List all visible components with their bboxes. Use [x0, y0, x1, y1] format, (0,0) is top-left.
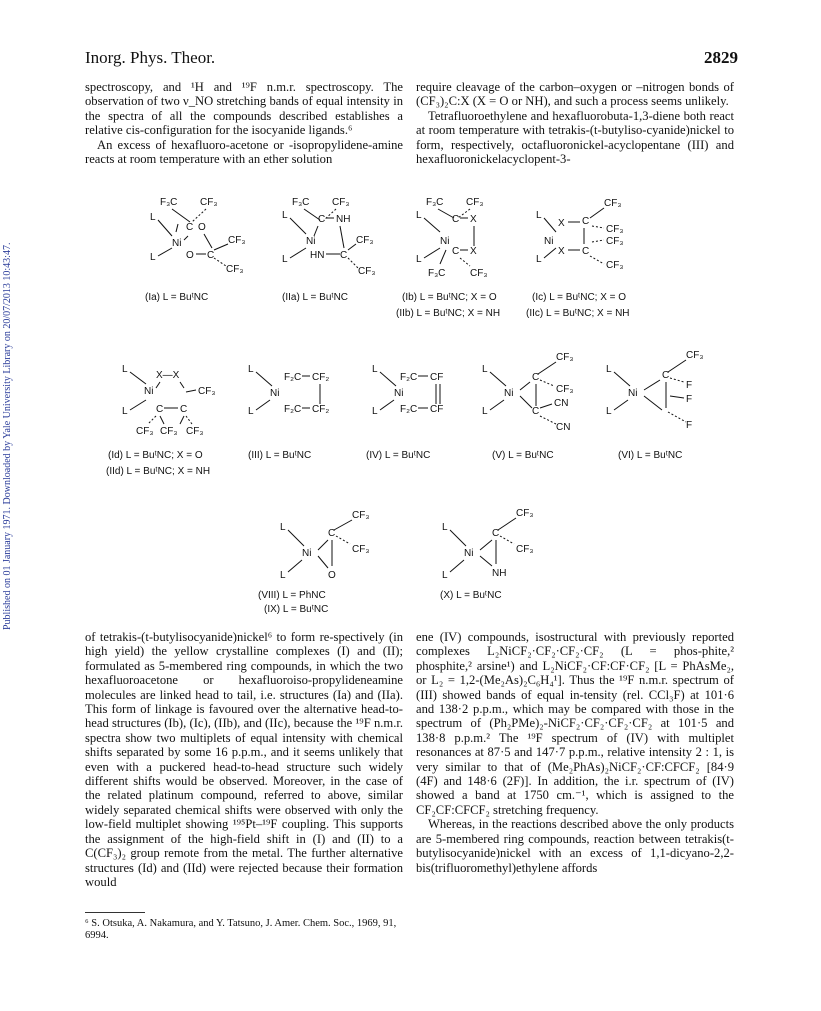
- atom-label: NH: [492, 568, 507, 579]
- atom-label: L: [248, 364, 254, 375]
- atom-label: C: [452, 246, 460, 257]
- structure-label: (IId) L = BuᵗNC; X = NH: [106, 466, 211, 477]
- paragraph: An excess of hexafluoro-acetone or -isopropylidene-amine reacts at room temperature with an ether solution: [85, 137, 403, 167]
- left-column-bottom: [85, 630, 403, 889]
- atom-label: L: [442, 570, 448, 581]
- running-title: Inorg. Phys. Theor.: [85, 48, 216, 67]
- structure-label: (Ic) L = BuᵗNC; X = O: [532, 292, 627, 303]
- atom-label: CF₃: [332, 197, 350, 208]
- atom-label: F₃C: [426, 197, 444, 208]
- atom-label: L: [280, 570, 286, 581]
- atom-label: C: [582, 216, 590, 227]
- atom-label: CF₃: [556, 384, 574, 395]
- paragraph: spectroscopy, and ¹H and ¹⁹F n.m.r. spectroscopy. The observation of two ν_NO stretching bands of equal intensity in the spectra of all the compounds described establishes a relative cis-configuration for the isocyanide ligands.⁶: [85, 80, 403, 138]
- structure-label: (IV) L = BuᵗNC: [366, 450, 431, 461]
- atom-label: CF₃: [606, 260, 624, 271]
- atom-label: HN: [310, 250, 325, 261]
- atom-label: CF₃: [352, 544, 370, 555]
- structure-label: (Ia) L = BuᵗNC: [145, 292, 209, 303]
- atom-label: F: [686, 394, 693, 405]
- atom-label: CF₃: [198, 386, 216, 397]
- atom-label: CF₃: [228, 235, 246, 246]
- atom-label: CF₃: [686, 350, 704, 361]
- atom-label: CF₃: [226, 264, 244, 275]
- atom-label: Ni: [394, 388, 404, 399]
- atom-label: CF₂: [312, 372, 330, 383]
- structure-label: (Ib) L = BuᵗNC; X = O: [402, 292, 497, 303]
- atom-label: L: [536, 210, 542, 221]
- atom-label: O: [198, 222, 206, 233]
- atom-label: F₃C: [428, 268, 446, 279]
- structure-label: (IIa) L = BuᵗNC: [282, 292, 349, 303]
- atom-label: CF₃: [470, 268, 488, 279]
- atom-label: L: [416, 210, 422, 221]
- atom-label: CF₃: [466, 197, 484, 208]
- atom-label: L: [372, 364, 378, 375]
- paragraph: Whereas, in the reactions described above the only products are 5-membered ring compounds, reaction between tetrakis(t-butylisocyanide)nickel with an excess of 1,1-dicyano-2,2-bis(trifluoromethyl)ethylene affords: [416, 817, 734, 875]
- atom-label: CN: [554, 398, 569, 409]
- structure-label: (VI) L = BuᵗNC: [618, 450, 683, 461]
- paragraph: Tetrafluoroethylene and hexafluorobuta-1,3-diene both react at room temperature with tetrakis-(t-butyliso-cyanide)nickel to form, respectively, octafluoronickel-acyclopentane (III) and hexafluoronickelacyclopent-3-: [416, 108, 734, 167]
- atom-label: C: [452, 214, 460, 225]
- atom-label: CN: [556, 422, 571, 433]
- structure-label: (X) L = BuᵗNC: [440, 590, 502, 601]
- atom-label: CF₃: [604, 198, 622, 209]
- structure-label: (III) L = BuᵗNC: [248, 450, 312, 461]
- paragraph: ene (IV) compounds, isostructural with previously reported complexes L₂NiCF₂·CF₂·CF₂·CF₂ (L = phos-phite,² phosphite,² arsine¹) and L₂NiCF₂·CF:CF·CF₂ [L = PhAsMe₂, or L₂ = 1,2-(Me₂As)₂C₆H₄¹]. Thus the ¹⁹F n.m.r. spectrum of (III) showed bands of equal in-tensity (rel. CCl₃F) at 101·6 and 138·2 p.p.m., which may be compared with those in the spectrum of (Ph₂PMe)₂-NiCF₂·CF₂·CF₂·CF₂ at 101·5 and 138·8 p.p.m.² The ¹⁹F spectrum of (IV) with multiplet resonances at 87·5 and 147·7 p.p.m., relative intensity 2 : 1, is very similar to that of (Me₂PhAs)₂NiCF₂·CF:CFCF₂ [84·9 (4F) and 148·6 (2F)]. In addition, the i.r. spectrum of (IV) showed a band at 1750 cm.⁻¹, which is assigned to the CF₂CF:CFCF₂ stretching frequency.: [416, 630, 734, 817]
- atom-label: L: [248, 406, 254, 417]
- atom-label: Ni: [172, 238, 182, 249]
- atom-label: CF₃: [136, 426, 154, 437]
- atom-label: C: [328, 528, 336, 539]
- atom-label: C: [340, 250, 348, 261]
- atom-label: F₃C: [292, 197, 310, 208]
- atom-label: CF₃: [606, 236, 624, 247]
- atom-label: X: [558, 246, 565, 257]
- page-number: 2829: [704, 48, 738, 67]
- atom-label: X: [558, 218, 565, 229]
- structure-VIII: [258, 510, 369, 615]
- atom-label: L: [482, 406, 488, 417]
- atom-label: CF₃: [606, 224, 624, 235]
- atom-label: NH: [336, 214, 351, 225]
- atom-label: Ni: [504, 388, 514, 399]
- atom-label: C: [180, 404, 188, 415]
- structure-label: (VIII) L = PhNC: [258, 590, 326, 601]
- atom-label: X: [470, 246, 477, 257]
- atom-label: L: [442, 522, 448, 533]
- atom-label: L: [606, 406, 612, 417]
- atom-label: C: [582, 246, 590, 257]
- structure-X: [440, 508, 533, 601]
- atom-label: F₂C: [400, 404, 418, 415]
- atom-label: L: [536, 254, 542, 265]
- atom-label: CF₂: [312, 404, 330, 415]
- atom-label: Ni: [544, 236, 554, 247]
- atom-label: CF₃: [516, 508, 534, 519]
- structure-Ib: [396, 197, 500, 319]
- atom-label: L: [282, 210, 288, 221]
- atom-label: L: [150, 252, 156, 263]
- atom-label: C: [662, 370, 670, 381]
- atom-label: CF₃: [200, 197, 218, 208]
- atom-label: F: [686, 420, 693, 431]
- atom-label: C: [186, 222, 194, 233]
- structure-label: (IIc) L = BuᵗNC; X = NH: [526, 308, 630, 319]
- atom-label: X: [470, 214, 477, 225]
- structure-Id: [106, 364, 215, 477]
- atom-label: X—X: [156, 370, 180, 381]
- atom-label: CF₃: [516, 544, 534, 555]
- atom-label: L: [416, 254, 422, 265]
- atom-label: L: [372, 406, 378, 417]
- paragraph: require cleavage of the carbon–oxygen or –nitrogen bonds of (CF₃)₂C:X (X = O or NH), and such a process seems unlikely.: [416, 80, 734, 109]
- atom-label: F₂C: [284, 404, 302, 415]
- structure-VI: [606, 350, 703, 461]
- atom-label: C: [532, 372, 540, 383]
- structure-IIa: [282, 197, 375, 303]
- atom-label: L: [150, 212, 156, 223]
- atom-label: L: [280, 522, 286, 533]
- structure-Ia: [145, 197, 245, 303]
- atom-label: Ni: [144, 386, 154, 397]
- atom-label: Ni: [464, 548, 474, 559]
- atom-label: C: [532, 406, 540, 417]
- structure-label: (IIb) L = BuᵗNC; X = NH: [396, 308, 501, 319]
- atom-label: F: [686, 380, 693, 391]
- download-notice: Published on 01 January 1971. Downloaded by Yale University Library on 20/07/2013 10:43:47.: [2, 242, 13, 630]
- atom-label: Ni: [302, 548, 312, 559]
- structure-label: (V) L = BuᵗNC: [492, 450, 554, 461]
- atom-label: CF: [430, 404, 444, 415]
- atom-label: F₃C: [160, 197, 178, 208]
- atom-label: Ni: [306, 236, 316, 247]
- atom-label: F₂C: [400, 372, 418, 383]
- atom-label: CF₃: [356, 235, 374, 246]
- atom-label: Ni: [440, 236, 450, 247]
- atom-label: C: [156, 404, 164, 415]
- atom-label: CF: [430, 372, 444, 383]
- atom-label: Ni: [270, 388, 280, 399]
- atom-label: C: [207, 250, 215, 261]
- structure-IV: [366, 364, 443, 461]
- atom-label: O: [186, 250, 194, 261]
- footnote: ⁶ S. Otsuka, A. Nakamura, and Y. Tatsuno, J. Amer. Chem. Soc., 1969, 91, 6994.: [85, 918, 397, 941]
- structure-label: (Id) L = BuᵗNC; X = O: [108, 450, 203, 461]
- atom-label: C: [318, 214, 326, 225]
- atom-label: CF₃: [556, 352, 574, 363]
- right-column-bottom: [416, 630, 734, 875]
- structure-label: (IX) L = BuᵗNC: [264, 604, 329, 615]
- atom-label: L: [282, 254, 288, 265]
- atom-label: O: [328, 570, 336, 581]
- atom-label: Ni: [628, 388, 638, 399]
- structure-Ic: [526, 198, 630, 319]
- atom-label: L: [606, 364, 612, 375]
- atom-label: F₂C: [284, 372, 302, 383]
- structure-III: [248, 364, 329, 461]
- atom-label: CF₃: [358, 266, 376, 277]
- atom-label: C: [492, 528, 500, 539]
- atom-label: L: [122, 406, 128, 417]
- paragraph: of tetrakis-(t-butylisocyanide)nickel⁶ to form re-spectively (in high yield) the yellow crystalline complexes (I) and (II); formulated as 5-membered ring compounds, in which the two hexafluoroacetone or hexafluoroiso-propylideneamine molecules are linked head to tail, i.e. structures (Ia) and (IIa). This form of linkage is favoured over the alternative head-to-head structures (Ib), (Ic), (IIb), and (IIc), because the ¹⁹F n.m.r. spectra show two multiplets of equal intensity with chemical shifts separated by some 16 p.p.m., and it seems unlikely that even with a puckered head-to-head structure such widely different shifts would be observed. Moreover, in the case of the related platinum compound, referred to above, similar widely separated chemical shifts were observed with only the low-field multiplet showing ¹⁹⁵Pt–¹⁹F coupling. This supports the assignment of the high-field shift in (I) and (II) to a C(CF₃)₂ group remote from the metal. The further alternative structures (Id) and (IId) were rejected because their formation would: [85, 630, 403, 889]
- structure-V: [482, 352, 573, 461]
- atom-label: CF₃: [160, 426, 178, 437]
- atom-label: CF₃: [352, 510, 370, 521]
- footnote-divider: [85, 912, 145, 913]
- atom-label: L: [122, 364, 128, 375]
- atom-label: L: [482, 364, 488, 375]
- atom-label: CF₃: [186, 426, 204, 437]
